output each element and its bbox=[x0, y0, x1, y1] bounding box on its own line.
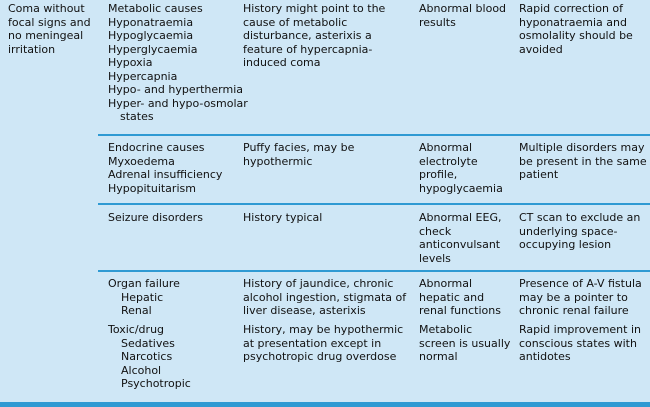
history-cell: Puffy facies, may be hypothermic bbox=[243, 141, 355, 168]
comments-cell: CT scan to exclude an underlying space-occupying lesion bbox=[519, 211, 641, 251]
cause-item: Hyponatraemia bbox=[108, 15, 194, 29]
cause-list bbox=[108, 141, 233, 195]
cause-item: Psychotropic bbox=[121, 377, 191, 390]
cause-item: Hypoxia bbox=[108, 56, 153, 69]
cause-item: Hypo- and hyperthermia bbox=[108, 83, 244, 96]
cause-item: Adrenal insufficiency bbox=[108, 168, 223, 181]
cause-item: Hypercapnia bbox=[108, 69, 178, 83]
comments-cell: Presence of A-V fistula may be a pointer to chronic renal failure bbox=[519, 277, 642, 317]
comments-cell: Rapid improvement in conscious states with antidotes bbox=[519, 323, 641, 363]
history-cell: History, may be hypothermic at presentation except in psychotropic drug overdose bbox=[243, 323, 404, 363]
cause-item: Hepatic bbox=[121, 290, 164, 304]
cause-item: states bbox=[120, 110, 154, 123]
comments-cell: Multiple disorders may be present in the same patient bbox=[519, 141, 647, 181]
cause-item: Hyper- and hypo-osmolar bbox=[108, 96, 248, 110]
cause-heading: Organ failure bbox=[108, 277, 180, 290]
cause-list bbox=[108, 323, 233, 391]
history-cell: History typical bbox=[243, 211, 323, 224]
cause-heading: Metabolic causes bbox=[108, 2, 203, 15]
row-divider bbox=[98, 134, 650, 136]
cause-item: Myxoedema bbox=[108, 154, 175, 168]
cause-heading: Toxic/drug bbox=[108, 323, 165, 336]
cause-list bbox=[108, 277, 233, 318]
cause-list bbox=[108, 2, 248, 124]
cause-heading: Seizure disorders bbox=[108, 211, 203, 224]
row-divider bbox=[98, 270, 650, 272]
cause-item: Hyperglycaemia bbox=[108, 42, 198, 56]
cause-item: Hypoglycaemia bbox=[108, 29, 194, 42]
condition-cell: Coma without focal signs and no meningeal irritation bbox=[8, 2, 91, 56]
cause-item: Narcotics bbox=[121, 350, 173, 363]
table-bottom-rule bbox=[0, 402, 650, 407]
investigation-cell: Metabolic screen is usually normal bbox=[419, 323, 511, 363]
comments-cell: Rapid correction of hyponatraemia and osmolality should be avoided bbox=[519, 2, 633, 56]
investigation-cell: Abnormal blood results bbox=[419, 2, 507, 29]
cause-item: Renal bbox=[121, 304, 152, 317]
investigation-cell: Abnormal hepatic and renal functions bbox=[419, 277, 501, 317]
cause-heading: Endocrine causes bbox=[108, 141, 205, 154]
investigation-cell: Abnormal electrolyte profile, hypoglycaemia bbox=[419, 141, 503, 195]
cause-item: Hypopituitarism bbox=[108, 181, 196, 195]
history-cell: History might point to the cause of metabolic disturbance, asterixis a feature of hypercapnia-induced coma bbox=[243, 2, 386, 69]
cause-item: Sedatives bbox=[121, 336, 175, 350]
history-cell: History of jaundice, chronic alcohol ingestion, stigmata of liver disease, asterixis bbox=[243, 277, 407, 317]
cause-item: Alcohol bbox=[121, 363, 162, 377]
investigation-cell: Abnormal EEG, check anticonvulsant levels bbox=[419, 211, 502, 265]
row-divider bbox=[98, 203, 650, 205]
cause-list bbox=[108, 211, 233, 225]
